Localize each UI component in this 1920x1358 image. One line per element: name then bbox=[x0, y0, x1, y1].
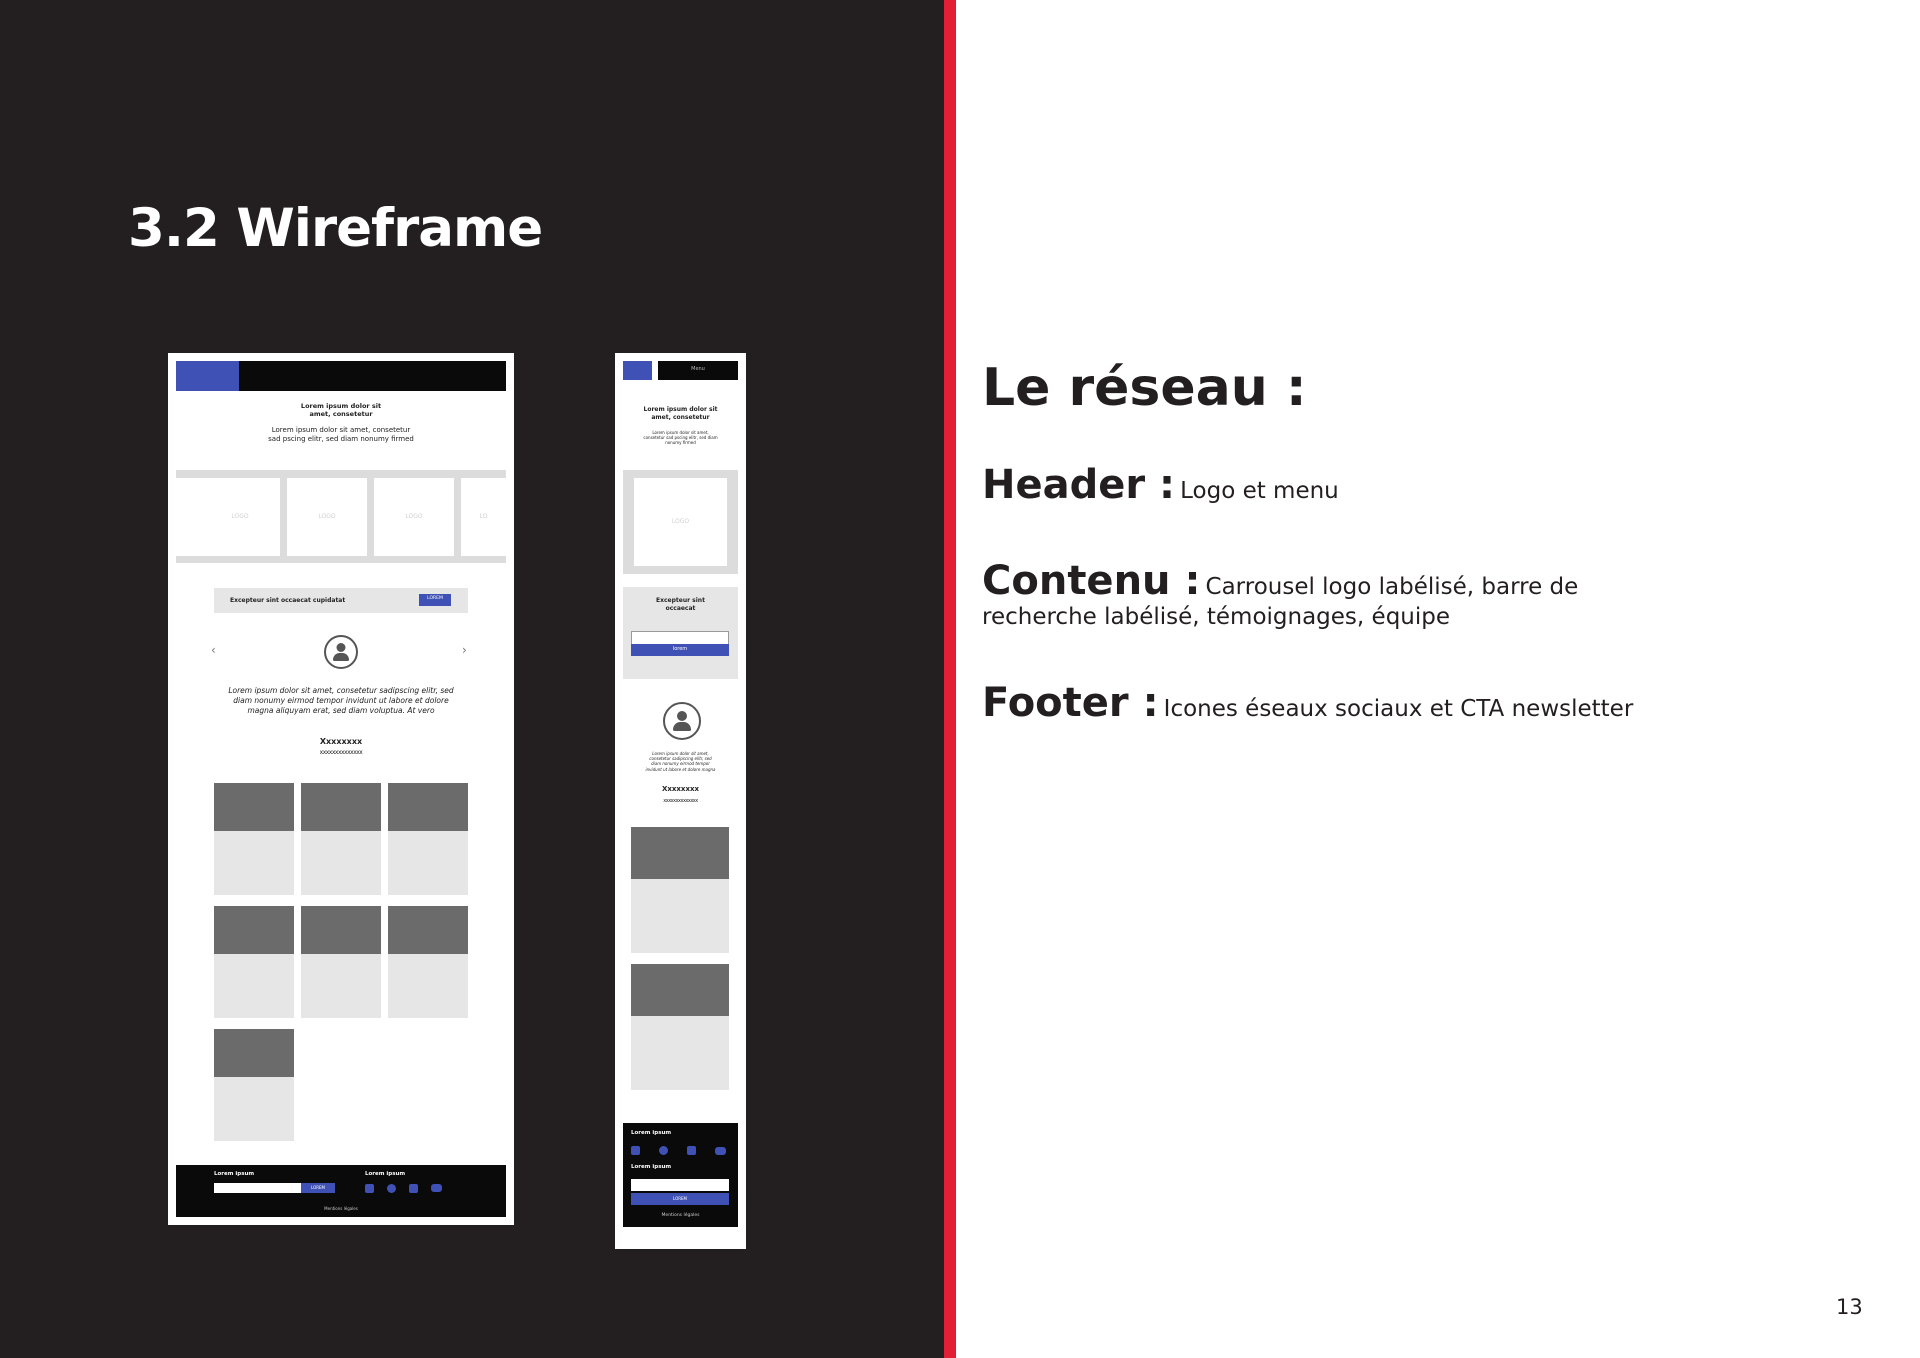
network-heading: Le réseau : bbox=[982, 358, 1307, 418]
mobile-testimonial-quote: Lorem ipsum dolor sit amet, consetetur sadipscing elitr, sed diam nonumy eirmod tempor invidunt ut labore et dolore magna bbox=[645, 751, 716, 772]
mobile-team-card bbox=[631, 964, 729, 1090]
footer-description bbox=[982, 680, 1633, 726]
testimonial-name: Xxxxxxxx bbox=[319, 737, 363, 746]
content-text-line2: recherche labélisé, témoignages, équipe bbox=[982, 604, 1451, 630]
mobile-footer-title2: Lorem ipsum bbox=[631, 1164, 672, 1170]
mobile-testimonial-avatar bbox=[663, 702, 701, 740]
testimonial-avatar bbox=[324, 635, 358, 669]
header-description bbox=[982, 462, 1339, 508]
mobile-search-input[interactable] bbox=[631, 631, 729, 645]
slide-title: 3.2 Wireframe bbox=[128, 198, 543, 259]
mobile-newsletter-button-label: LOREM bbox=[673, 1196, 687, 1201]
desktop-logo-block bbox=[176, 361, 239, 391]
footer-label: Footer : bbox=[982, 680, 1159, 726]
carousel-logo-2: LOGO bbox=[287, 478, 367, 556]
prev-arrow[interactable]: ‹ bbox=[211, 643, 216, 657]
newsletter-button-label: LOREM bbox=[311, 1185, 325, 1190]
desktop-search-text: Excepteur sint occaecat cupidatat bbox=[230, 597, 346, 604]
newsletter-input[interactable] bbox=[214, 1183, 301, 1193]
mobile-testimonial-name: Xxxxxxxx bbox=[661, 785, 699, 793]
desktop-footer-col1: Lorem ipsum bbox=[214, 1171, 255, 1177]
header-text: Logo et menu bbox=[1180, 478, 1339, 504]
mobile-wireframe bbox=[615, 353, 746, 1249]
content-label: Contenu : bbox=[982, 558, 1201, 604]
header-label: Header : bbox=[982, 462, 1176, 508]
team-card bbox=[214, 1029, 294, 1141]
team-card bbox=[214, 906, 294, 1018]
mobile-footer-title1: Lorem ipsum bbox=[631, 1130, 672, 1136]
team-card bbox=[301, 783, 381, 895]
team-card bbox=[214, 783, 294, 895]
mobile-facebook-icon[interactable] bbox=[631, 1146, 640, 1155]
mobile-hero-text: Lorem ipsum dolor sit amet, consetetur sad pscing elitr, sed diam nonumy firmed bbox=[643, 430, 718, 446]
carousel-logo-3: LOGO bbox=[374, 478, 454, 556]
mobile-youtube-icon[interactable] bbox=[715, 1147, 726, 1155]
team-card bbox=[388, 783, 468, 895]
facebook-icon[interactable] bbox=[365, 1184, 374, 1193]
desktop-hero-title: Lorem ipsum dolor sit amet, consetetur bbox=[300, 402, 382, 419]
team-card bbox=[388, 906, 468, 1018]
mobile-carousel-logo: LOGO bbox=[634, 478, 727, 566]
desktop-footer-col2: Lorem ipsum bbox=[365, 1171, 406, 1177]
carousel-logo-4: LO bbox=[461, 478, 506, 556]
youtube-icon[interactable] bbox=[431, 1184, 442, 1192]
mobile-instagram-icon[interactable] bbox=[659, 1146, 668, 1155]
twitter-icon[interactable] bbox=[409, 1184, 418, 1193]
mobile-newsletter-input[interactable] bbox=[631, 1179, 729, 1191]
mobile-footer bbox=[623, 1123, 738, 1227]
carousel-edge-left bbox=[176, 478, 200, 556]
mobile-logo-block bbox=[623, 361, 652, 380]
carousel-logo-1: LOGO bbox=[200, 478, 280, 556]
mobile-footer-legal[interactable]: Mentions légales bbox=[661, 1213, 700, 1218]
mobile-search-button-label: lorem bbox=[672, 646, 688, 652]
mobile-team-card bbox=[631, 827, 729, 953]
desktop-search-button-label: LOREM bbox=[427, 596, 443, 601]
desktop-hero-text: Lorem ipsum dolor sit amet, consetetur sad pscing elitr, sed diam nonumy firmed bbox=[268, 426, 414, 443]
testimonial-quote: Lorem ipsum dolor sit amet, consetetur sadipscing elitr, sed diam nonumy eirmod tempor invidunt ut labore et dolore magna aliquyam erat, sed diam voluptua. At vero bbox=[228, 686, 454, 715]
mobile-search-text: Excepteur sint occaecat bbox=[656, 597, 705, 612]
next-arrow[interactable]: › bbox=[462, 643, 467, 657]
footer-text: Icones éseaux sociaux et CTA newsletter bbox=[1163, 696, 1634, 722]
content-description bbox=[982, 558, 1602, 630]
instagram-icon[interactable] bbox=[387, 1184, 396, 1193]
mobile-twitter-icon[interactable] bbox=[687, 1146, 696, 1155]
desktop-footer-legal[interactable]: Mentions légales bbox=[324, 1206, 358, 1211]
mobile-menu-label: Menu bbox=[691, 366, 705, 372]
team-card bbox=[301, 906, 381, 1018]
content-text-line1: Carrousel logo labélisé, barre de bbox=[1205, 574, 1579, 600]
mobile-testimonial-role: xxxxxxxxxxxxxx bbox=[663, 798, 698, 804]
mobile-hero-title: Lorem ipsum dolor sit amet, consetetur bbox=[643, 406, 718, 421]
page-number: 13 bbox=[1836, 1295, 1863, 1319]
desktop-wireframe bbox=[168, 353, 514, 1225]
red-divider bbox=[944, 0, 956, 1358]
testimonial-role: xxxxxxxxxxxxxx bbox=[319, 749, 363, 756]
